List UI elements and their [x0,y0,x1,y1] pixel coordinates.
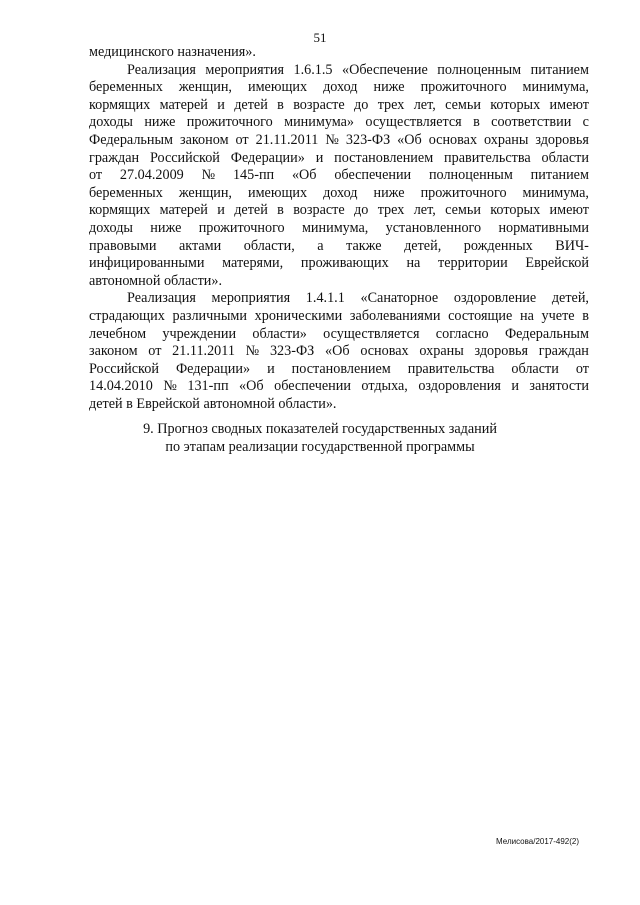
text-line: лечебном учреждении области» осуществляется согласно Федеральным [89,325,589,342]
text-line: Реализация мероприятия 1.4.1.1 «Санаторное оздоровление детей, [127,290,589,307]
document-reference: Мелисова/2017-492(2) [496,837,580,846]
text-line: кормящих матерей и детей в возрасте до трех лет, семьи которых имеют [89,96,589,113]
section-heading-line-1: 9. Прогноз сводных показателей государственных заданий [143,421,497,437]
text-line: Российской Федерации» и постановлением правительства области от [89,360,589,377]
paragraph-measure-1-4-1-1 [89,290,589,413]
text-line: страдающих различными хроническими заболеваниями состоящие на учете в [89,307,589,324]
section-heading [0,420,640,456]
text-line: законом от 21.11.2011 № 323-ФЗ «Об основах охраны здоровья граждан [89,343,589,360]
text-line: граждан Российской Федерации» и постановлением правительства области [89,149,589,166]
paragraph-continuation [89,44,589,62]
text-line: беременных женщин, имеющих доход ниже прожиточного минимума, [89,184,589,201]
page-number: 51 [313,30,327,45]
text-line: медицинского назначения». [89,44,256,60]
text-line: доходы ниже прожиточного минимума» осуществляется в соответствии с [89,114,589,131]
paragraph-measure-1-6-1-5 [89,62,589,291]
text-line: доходы ниже прожиточного минимума, установленного нормативными [89,219,589,236]
text-line: автономной области». [89,272,223,289]
text-line: правовыми актами области, а также детей, рожденных ВИЧ- [89,237,589,254]
section-heading-line-2: по этапам реализации государственной программы [165,439,475,455]
text-line: инфицированными матерями, проживающих на территории Еврейской [89,255,589,272]
text-line: Федеральным законом от 21.11.2011 № 323-ФЗ «Об основах охраны здоровья [89,131,589,148]
text-line: от 27.04.2009 № 145-пп «Об обеспечении полноценным питанием [89,167,589,184]
text-line: беременных женщин, имеющих доход ниже прожиточного минимума, [89,79,589,96]
text-line: детей в Еврейской автономной области». [89,395,337,412]
text-line: Реализация мероприятия 1.6.1.5 «Обеспечение полноценным питанием [127,61,589,78]
text-line: 14.04.2010 № 131-пп «Об обеспечении отдыха, оздоровления и занятости [89,378,589,395]
text-line: кормящих матерей и детей в возрасте до трех лет, семьи которых имеют [89,202,589,219]
body-text [89,44,589,413]
